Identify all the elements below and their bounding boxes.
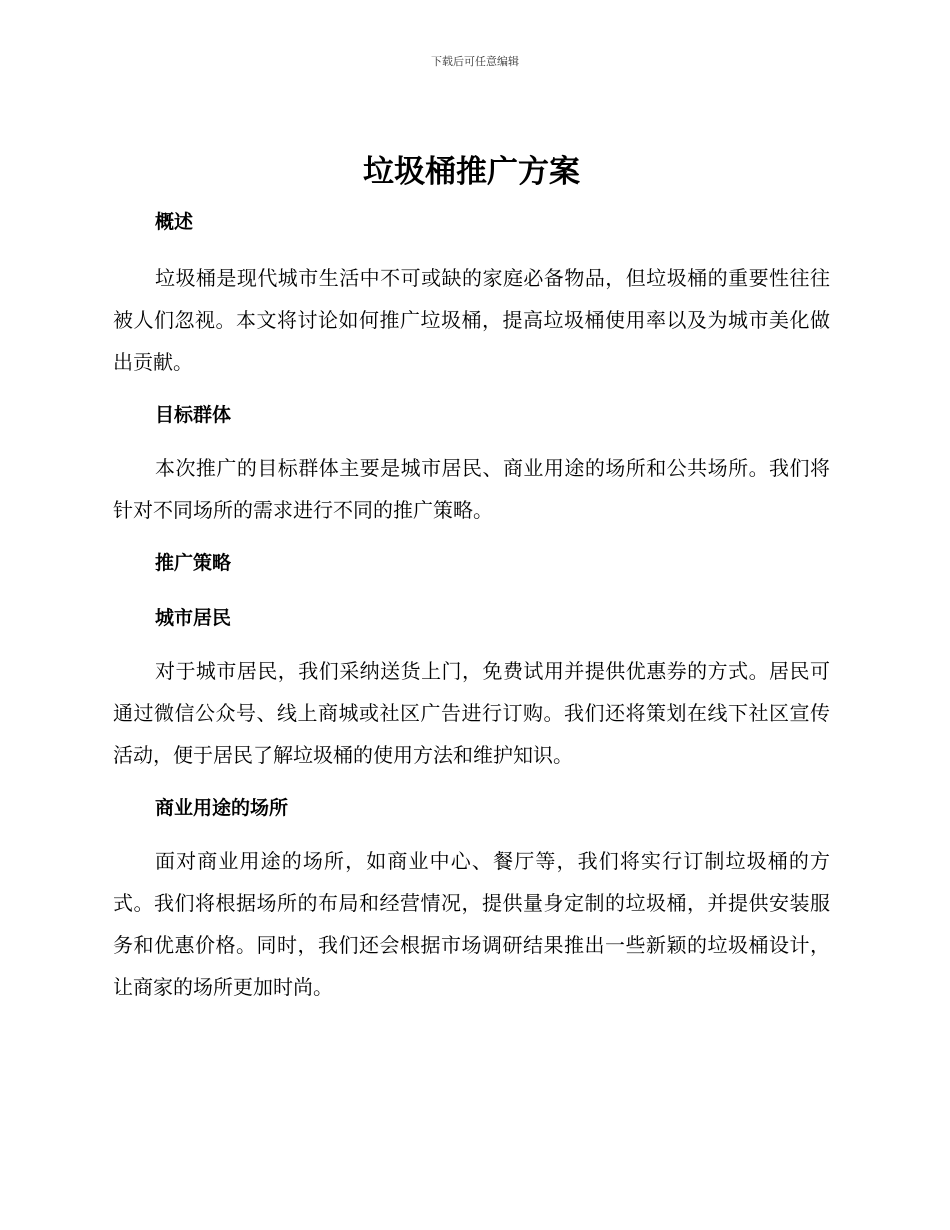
section-heading-overview: 概述 <box>155 211 194 233</box>
page-header-note: 下载后可任意编辑 <box>431 55 519 68</box>
paragraph-overview: 垃圾桶是现代城市生活中不可或缺的家庭必备物品，但垃圾桶的重要性往往被人们忽视。本文将讨论如何推广垃圾桶，提高垃圾桶使用率以及为城市美化做出贡献。 <box>113 266 830 374</box>
section-heading-promotion-strategy: 推广策略 <box>155 552 232 574</box>
section-heading-target-group: 目标群体 <box>155 404 232 426</box>
section-heading-commercial-venues: 商业用途的场所 <box>155 797 289 819</box>
paragraph-city-residents: 对于城市居民，我们采纳送货上门，免费试用并提供优惠券的方式。居民可通过微信公众号、线上商城或社区广告进行订购。我们还将策划在线下社区宣传活动，便于居民了解垃圾桶的使用方法和维护知识。 <box>113 659 830 767</box>
paragraph-target-group: 本次推广的目标群体主要是城市居民、商业用途的场所和公共场所。我们将针对不同场所的需求进行不同的推广策略。 <box>113 456 830 522</box>
paragraph-commercial-venues: 面对商业用途的场所，如商业中心、餐厅等，我们将实行订制垃圾桶的方式。我们将根据场所的布局和经营情况，提供量身定制的垃圾桶，并提供安装服务和优惠价格。同时，我们还会根据市场调研结果推出一些新颖的垃圾桶设计，让商家的场所更加时尚。 <box>113 849 830 999</box>
section-heading-city-residents: 城市居民 <box>155 607 232 629</box>
document-body <box>113 150 830 1020</box>
document-title: 垃圾桶推广方案 <box>363 154 580 190</box>
